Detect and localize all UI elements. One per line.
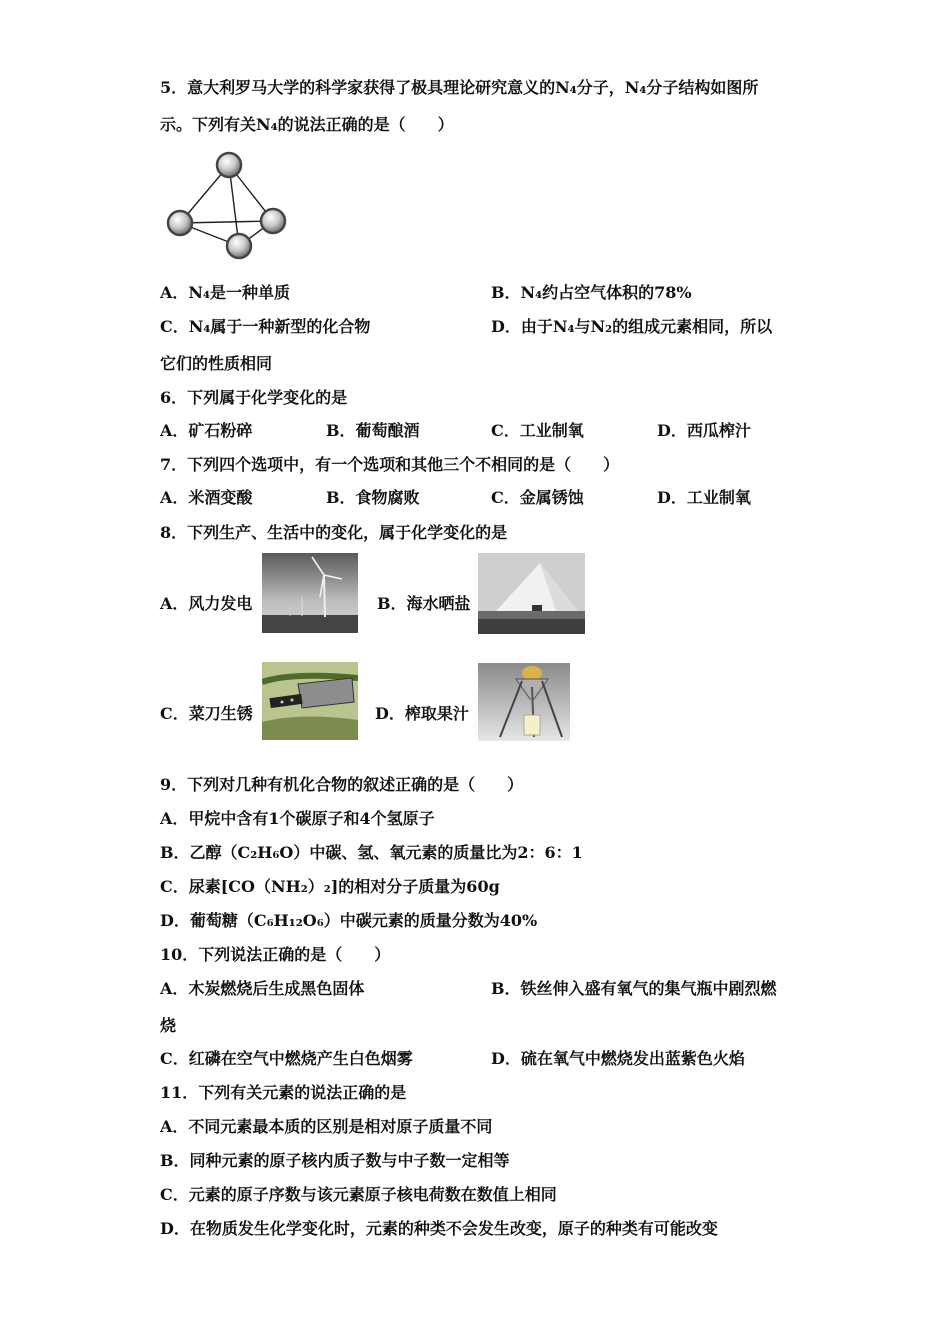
q7-stem: 7．下列四个选项中，有一个选项和其他三个不相同的是（ ） [160,455,620,474]
q5-option-c: C．N₄属于一种新型的化合物 [160,317,371,336]
n4-molecule-diagram [160,148,295,268]
q7-option-d: D．工业制氧 [657,488,751,507]
q10-option-a: A．木炭燃烧后生成黑色固体 [160,979,365,998]
q6-option-d: D．西瓜榨汁 [657,421,751,440]
q5-stem-line2: 示。下列有关N₄的说法正确的是（ ） [160,115,454,134]
nitrogen-atom-bottom [227,234,251,258]
nitrogen-atom-top [217,153,241,177]
q11-option-d: D．在物质发生化学变化时，元素的种类不会发生改变，原子的种类有可能改变 [160,1219,718,1238]
q9-option-c: C．尿素[CO（NH₂）₂]的相对分子质量为60g [160,877,500,896]
q6-option-c: C．工业制氧 [491,421,584,440]
q8-option-c: C．菜刀生锈 [160,704,253,723]
q6-option-b: B．葡萄酿酒 [326,421,420,440]
q9-option-b: B．乙醇（C₂H₆O）中碳、氢、氧元素的质量比为2：6：1 [160,843,583,862]
nitrogen-atom-right [261,209,285,233]
q5-stem-line1: 5．意大利罗马大学的科学家获得了极具理论研究意义的N₄分子，N₄分子结构如图所 [160,78,759,97]
q5-option-b: B．N₄约占空气体积的78% [491,283,692,302]
salt-pile-photo [478,553,585,634]
q8-option-b: B．海水晒盐 [377,594,471,613]
q11-option-a: A．不同元素最本质的区别是相对原子质量不同 [160,1117,493,1136]
q5-option-d: D．由于N₄与N₂的组成元素相同，所以 [491,317,773,336]
q11-option-c: C．元素的原子序数与该元素原子核电荷数在数值上相同 [160,1185,557,1204]
q8-option-d: D．榨取果汁 [375,704,469,723]
q6-stem: 6．下列属于化学变化的是 [160,388,348,407]
q10-option-c: C．红磷在空气中燃烧产生白色烟雾 [160,1049,413,1068]
q10-option-d: D．硫在氧气中燃烧发出蓝紫色火焰 [491,1049,745,1068]
juicer-photo [478,663,570,741]
q10-option-b: B．铁丝伸入盛有氧气的集气瓶中剧烈燃 [491,979,777,998]
q11-option-b: B．同种元素的原子核内质子数与中子数一定相等 [160,1151,510,1170]
q10-stem: 10．下列说法正确的是（ ） [160,945,391,964]
kitchen-knife-photo [262,662,358,740]
q9-stem: 9．下列对几种有机化合物的叙述正确的是（ ） [160,775,524,794]
q9-option-d: D．葡萄糖（C₆H₁₂O₆）中碳元素的质量分数为40% [160,911,538,930]
q6-option-a: A．矿石粉碎 [160,421,253,440]
q9-option-a: A．甲烷中含有1个碳原子和4个氢原子 [160,809,435,828]
q8-option-a: A．风力发电 [160,594,253,613]
q10-option-b-continued: 烧 [160,1016,177,1035]
q11-stem: 11．下列有关元素的说法正确的是 [160,1083,407,1102]
q7-option-c: C．金属锈蚀 [491,488,584,507]
wind-turbine-photo [262,553,358,633]
q8-stem: 8．下列生产、生活中的变化，属于化学变化的是 [160,523,508,542]
q5-option-d-continued: 它们的性质相同 [160,354,273,373]
q7-option-b: B．食物腐败 [326,488,420,507]
q7-option-a: A．米酒变酸 [160,488,253,507]
q5-option-a: A．N₄是一种单质 [160,283,291,302]
nitrogen-atom-left [168,211,192,235]
